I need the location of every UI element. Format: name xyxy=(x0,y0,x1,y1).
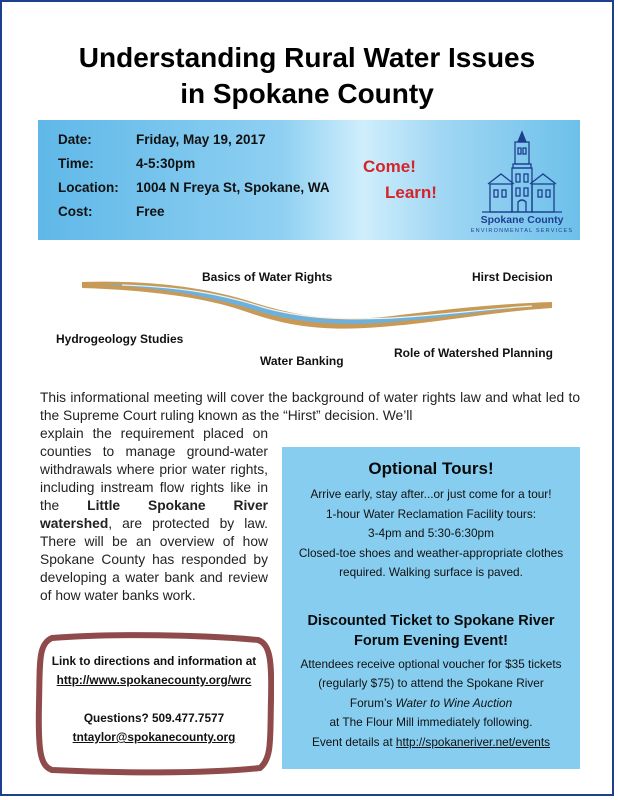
ticket-line-3-pre: Forum’s xyxy=(349,695,396,710)
cost-value: Free xyxy=(136,204,165,219)
title-line-2: in Spokane County xyxy=(180,78,434,109)
tours-line-4: Closed-toe shoes and weather-appropriate clothes xyxy=(298,545,564,560)
ticket-line-3 xyxy=(282,694,580,714)
wrc-link[interactable]: http://www.spokanecounty.org/wrc xyxy=(56,673,252,687)
event-row-cost xyxy=(58,204,330,228)
ticket-line-2: (regularly $75) to attend the Spokane River xyxy=(318,676,544,690)
contact-intro: Link to directions and information at xyxy=(51,654,257,668)
contact-content xyxy=(40,652,268,747)
date-label: Date: xyxy=(58,132,92,147)
contact-phone: Questions? 509.477.7577 xyxy=(83,711,225,725)
page-title xyxy=(2,40,612,112)
callout-learn: Learn! xyxy=(385,183,437,202)
event-details xyxy=(58,132,330,228)
contact-box xyxy=(34,630,274,776)
topic-watershed-planning: Role of Watershed Planning xyxy=(394,346,553,360)
events-link[interactable]: http://spokaneriver.net/events xyxy=(395,734,551,749)
ticket-line-4: at The Flour Mill immediately following. xyxy=(329,715,533,729)
ticket-line-5 xyxy=(282,733,580,753)
logo-county-name: Spokane County xyxy=(480,214,564,226)
location-value: 1004 N Freya St, Spokane, WA xyxy=(136,180,330,195)
tours-line-1: Arrive early, stay after...or just come for a tour! xyxy=(310,487,552,501)
ticket-heading-2: Forum Evening Event! xyxy=(354,632,508,649)
topic-hirst: Hirst Decision xyxy=(472,270,553,284)
date-value: Friday, May 19, 2017 xyxy=(136,132,266,147)
contact-email[interactable]: tntaylor@spokanecounty.org xyxy=(72,730,236,744)
ticket-heading-1: Discounted Ticket to Spokane River xyxy=(307,612,555,629)
time-label: Time: xyxy=(58,156,94,171)
event-row-date xyxy=(58,132,330,156)
body-text-watershed: Little Spokane River watershed xyxy=(40,498,269,531)
intro-paragraph: This informational meeting will cover the background of water rights law and what led to the Supreme Court ruling known as the “Hirst” decision. We’ll xyxy=(40,390,580,423)
callout-come: Come! xyxy=(363,157,416,176)
ticket-auction-name: Water to Wine Auction xyxy=(395,695,513,710)
title-line-1: Understanding Rural Water Issues xyxy=(78,42,536,73)
body-text-part1: explain the requirement placed on counties to manage ground-water withdrawals where prior water rights, including instream flow rights like in the xyxy=(40,426,268,513)
topic-water-banking: Water Banking xyxy=(260,354,344,368)
topic-hydrogeology: Hydrogeology Studies xyxy=(56,332,184,346)
cost-label: Cost: xyxy=(58,204,93,219)
body-text-part2: , are protected by law. There will be an overview of how Spokane County has responded by developing a water bank and review of how water banks work. xyxy=(40,516,268,603)
event-row-location xyxy=(58,180,330,204)
event-row-time xyxy=(58,156,330,180)
tours-line-3: 3-4pm and 5:30-6:30pm xyxy=(368,526,494,540)
come-learn-callout xyxy=(363,154,437,206)
ticket-line-5-pre: Event details at xyxy=(311,734,396,749)
time-value: 4-5:30pm xyxy=(136,156,196,171)
tours-line-2: 1-hour Water Reclamation Facility tours: xyxy=(325,506,536,521)
topic-basics: Basics of Water Rights xyxy=(202,270,333,284)
event-info-band xyxy=(38,120,580,240)
tours-panel xyxy=(282,447,580,769)
ticket-line-1: Attendees receive optional voucher for $35 tickets xyxy=(300,656,562,671)
tours-heading: Optional Tours! xyxy=(368,459,494,478)
body-paragraph xyxy=(40,425,268,605)
location-label: Location: xyxy=(58,180,119,195)
tours-line-5: required. Walking surface is paved. xyxy=(339,565,523,579)
logo-subtitle: ENVIRONMENTAL SERVICES xyxy=(470,228,574,234)
